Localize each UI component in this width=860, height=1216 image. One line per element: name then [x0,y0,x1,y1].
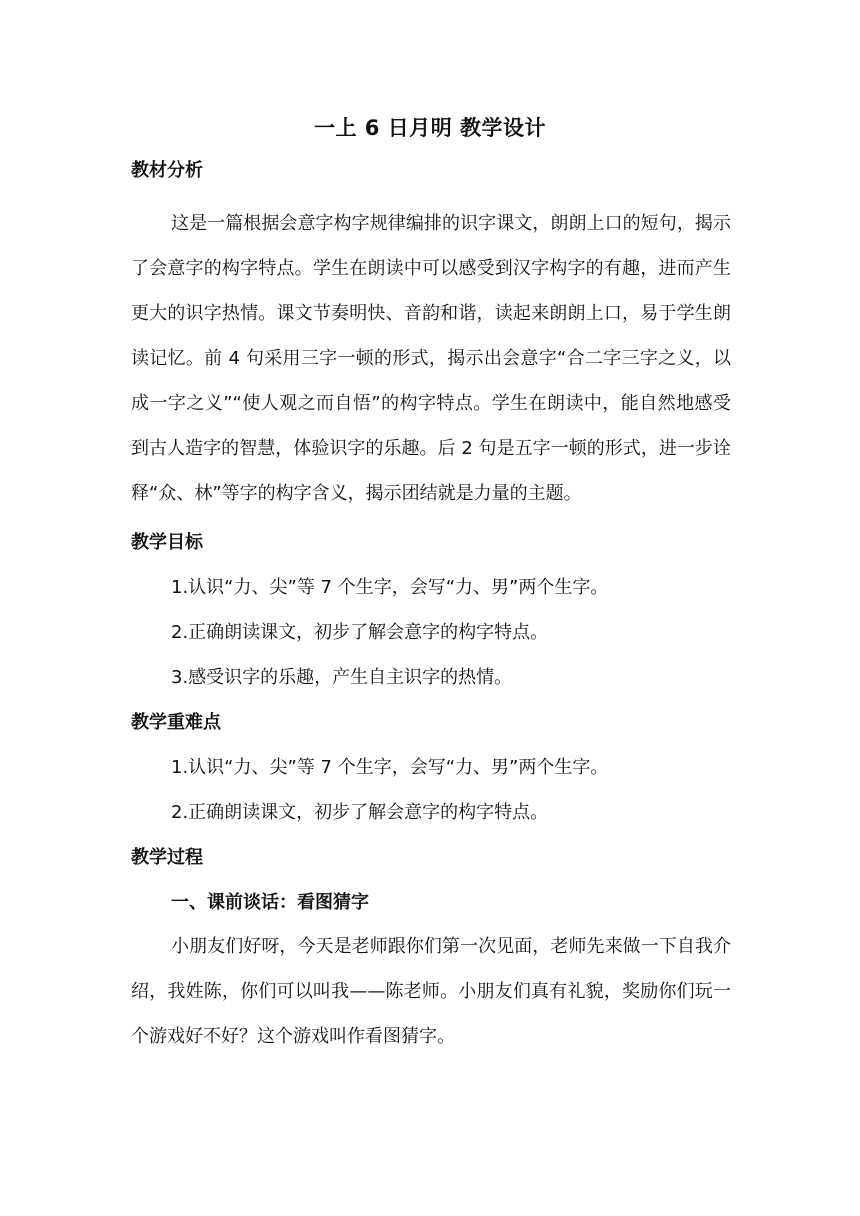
process-subheading: 一、课前谈话：看图猜字 [171,892,369,913]
key-point-item-1: 1.认识“力、尖”等 7 个生字，会写“力、男”两个生字。 [171,757,609,778]
document-title: 一上 6 日月明 教学设计 [313,116,547,140]
goal-item-3: 3.感受识字的乐趣，产生自主识字的热情。 [171,667,513,688]
goal-item-2: 2.正确朗读课文，初步了解会意字的构字特点。 [171,622,549,643]
section-key-points [131,708,731,828]
section-heading-key-points: 教学重难点 [131,712,221,733]
section-heading-goals: 教学目标 [131,532,203,553]
section-heading-process: 教学过程 [131,847,203,868]
section-goals [131,528,731,693]
key-point-item-2: 2.正确朗读课文，初步了解会意字的构字特点。 [171,802,549,823]
document-body [131,156,731,1059]
process-paragraph: 小朋友们好呀，今天是老师跟你们第一次见面，老师先来做一下自我介绍，我姓陈，你们可以叫我——陈老师。小朋友们真有礼貌，奖励你们玩一个游戏好不好？这个游戏叫作看图猜字。 [131,936,731,1047]
section-heading-analysis: 教材分析 [131,160,203,181]
analysis-paragraph: 这是一篇根据会意字构字规律编排的识字课文，朗朗上口的短句，揭示了会意字的构字特点。学生在朗读中可以感受到汉字构字的有趣，进而产生更大的识字热情。课文节奏明快、音韵和谐，读起来朗朗上口，易于学生朗读记忆。前 4 句采用三字一顿的形式，揭示出会意字“合二字三字之义，以成一字之义”“使人观之而自悟”的构字特点。学生在朗读中，能自然地感受到古人造字的智慧，体验识字的乐趣。后 2 句是五字一顿的形式，进一步诠释“众、林”等字的构字含义，揭示团结就是力量的主题。 [131,213,731,504]
section-analysis [131,156,731,516]
goal-item-1: 1.认识“力、尖”等 7 个生字，会写“力、男”两个生字。 [171,577,609,598]
section-process [131,843,731,1059]
